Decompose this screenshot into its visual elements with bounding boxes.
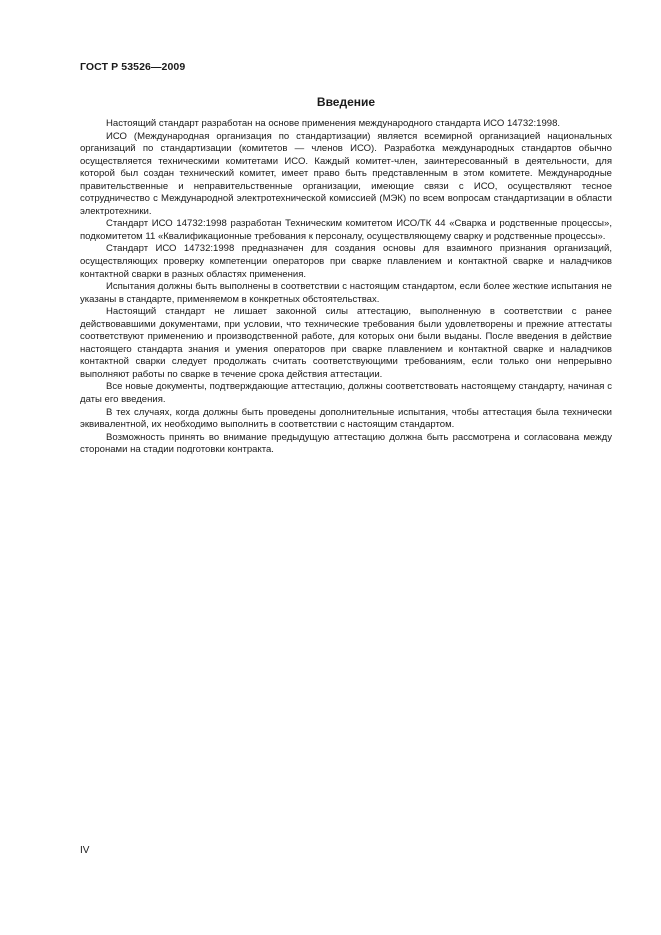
paragraph: В тех случаях, когда должны быть проведены дополнительные испытания, чтобы аттестация была технически эквивалентной, их необходимо выполнить в соответствии с настоящим стандартом. <box>80 406 612 431</box>
paragraph: Испытания должны быть выполнены в соответствии с настоящим стандартом, если более жесткие испытания не указаны в стандарте, применяемом в конкретных обстоятельствах. <box>80 281 612 305</box>
section-title: Введение <box>316 95 376 109</box>
paragraph: Стандарт ИСО 14732:1998 разработан Техническим комитетом ИСО/ТК 44 «Сварка и родственные процессы», подкомитетом 11 «Квалификационные требования к персоналу, осуществляющему сварку и родственные процессы». <box>80 218 612 242</box>
paragraph: Настоящий стандарт разработан на основе применения международного стандарта ИСО 14732:1998. <box>106 118 561 129</box>
paragraph: Стандарт ИСО 14732:1998 предназначен для создания основы для взаимного признания организаций, осуществляющих проверку компетенции операторов при сварке плавлением и контактной сварке и наладчиков контактной сварки в разных областях применения. <box>80 243 612 280</box>
page-number: IV <box>80 845 90 856</box>
introduction-body <box>80 118 612 457</box>
paragraph: Настоящий стандарт не лишает законной силы аттестацию, выполненную в соответствии с ранее действовавшими документами, при условии, что технические требования были удовлетворены и прежние аттестаты соответствуют применению и производственной работе, для которых они были выданы. После введения в действие настоящего стандарта знания и умения операторов при сварке плавлением и контактной сварке и наладчиков контактной сварки следует продолжать считать соответствующими требованиям, если только они непрерывно выполняют работы по сварке в течение срока действия аттестации. <box>80 306 612 380</box>
paragraph: ИСО (Международная организация по стандартизации) является всемирной организацией национальных организаций по стандартизации (комитетов — членов ИСО). Разработка международных стандартов обычно осуществляется техническими комитетами ИСО. Каждый комитет-член, заинтересованный в деятельности, для которой был создан технический комитет, имеет право быть представленным в этом комитете. Международные правительственные и неправительственные организации, имеющие связи с ИСО, осуществляют тесное сотрудничество с Международной электротехнической комиссией (МЭК) по всем вопросам стандартизации в области электротехники. <box>80 130 612 217</box>
paragraph: Возможность принять во внимание предыдущую аттестацию должна быть рассмотрена и согласована между сторонами на стадии подготовки контракта. <box>80 431 612 456</box>
paragraph: Все новые документы, подтверждающие аттестацию, должны соответствовать настоящему стандарту, начиная с даты его введения. <box>80 381 612 406</box>
document-code: ГОСТ Р 53526—2009 <box>80 61 186 73</box>
